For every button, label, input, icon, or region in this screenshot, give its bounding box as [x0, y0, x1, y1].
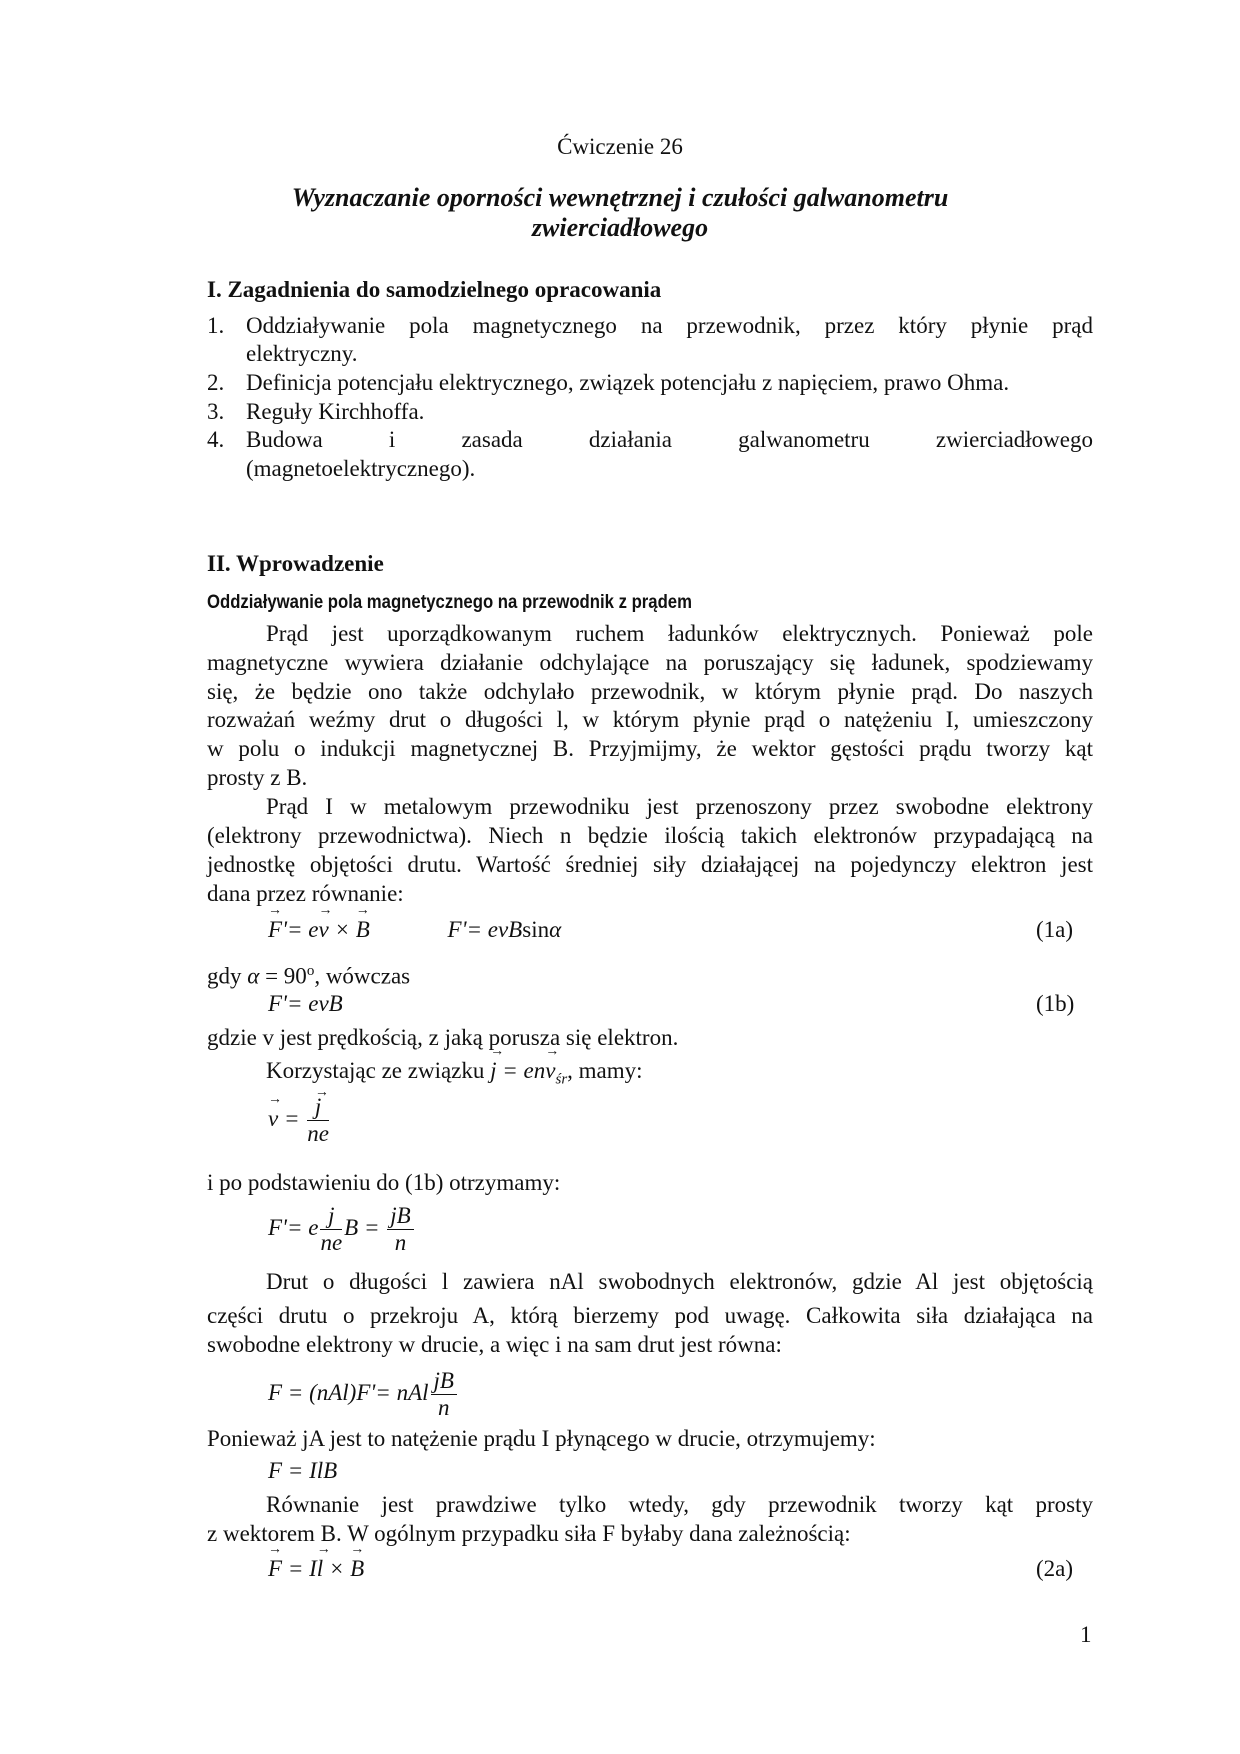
title-line-1: Wyznaczanie oporności wewnętrznej i czułości galwanometru	[291, 183, 949, 212]
paragraph-line: się, że będzie ono także odchylało przewodnik, w którym płynie prąd. Do naszych	[207, 679, 1093, 704]
paragraph-line: prosty z B.	[207, 765, 308, 790]
paragraph-line: Drut o długości l zawiera nAl swobodnych elektronów, gdzie Al jest objętością	[266, 1269, 1093, 1294]
equation-label: (1a)	[1036, 917, 1074, 942]
equation-F-IlB: F = IlB	[268, 1458, 338, 1483]
equation-total-force: F = (nAl)F'= nAl $\frac{jB}{n}$	[268, 1368, 459, 1421]
equation-1a: → F'= e→ v × → B F'= evBsinα	[268, 917, 561, 943]
list-item-text: Definicja potencjału elektrycznego, związek potencjału z napięciem, prawo Ohma.	[246, 370, 1010, 395]
equation-2a: → F = I→ l × → B	[268, 1556, 364, 1582]
section-1-heading: I. Zagadnienia do samodzielnego opracowania	[207, 277, 662, 302]
paragraph-line: jednostkę objętości drutu. Wartość średniej siły działającej na pojedynczy elektron jest	[207, 852, 1093, 877]
subsection-heading: Oddziaływanie pola magnetycznego na przewodnik z prądem	[207, 592, 692, 613]
paragraph-line: w polu o indukcji magnetycznej B. Przyjmijmy, że wektor gęstości prądu tworzy kąt	[207, 736, 1093, 761]
title-line-2: zwierciadłowego	[531, 213, 709, 242]
paragraph-line: Prąd I w metalowym przewodniku jest przenoszony przez swobodne elektrony	[266, 794, 1093, 819]
paragraph-line: części drutu o przekroju A, którą bierzemy pod uwagę. Całkowita siła działająca na	[207, 1303, 1093, 1328]
equation-v: → v = → $\frac{j}{ne}$	[268, 1094, 331, 1147]
list-item-text: Reguły Kirchhoffa.	[246, 399, 425, 424]
equation-substituted: F'= e $\frac{j}{ne}$ B = $\frac{jB}{n}$	[268, 1203, 416, 1256]
paragraph-line: Korzystając ze związku → $j = en\to v_{śr}$, mamy:	[266, 1058, 643, 1089]
equation-label: (1b)	[1036, 991, 1075, 1016]
paragraph-line: Ponieważ jA jest to natężenie prądu I płynącego w drucie, otrzymujemy:	[207, 1426, 876, 1451]
section-2-heading: II. Wprowadzenie	[207, 551, 384, 576]
paragraph-line: Prąd jest uporządkowanym ruchem ładunków elektrycznych. Ponieważ pole	[266, 621, 1093, 646]
paragraph-line: z wektorem B. W ogólnym przypadku siła F byłaby dana zależnością:	[207, 1521, 851, 1546]
list-item-text: elektryczny.	[246, 341, 358, 366]
paragraph-line: gdzie v jest prędkością, z jaką porusza się elektron.	[207, 1025, 679, 1050]
paragraph-line: Równanie jest prawdziwe tylko wtedy, gdy przewodnik tworzy kąt prosty	[266, 1492, 1093, 1517]
list-item-number: 2.	[207, 370, 225, 395]
paragraph-line: rozważań weźmy drut o długości l, w którym płynie prąd o natężeniu I, umieszczony	[207, 707, 1093, 732]
page-number: 1	[1080, 1622, 1092, 1647]
list-item-number: 4.	[207, 427, 225, 452]
paragraph-line: dana przez równanie:	[207, 881, 404, 906]
paragraph-line: i po podstawieniu do (1b) otrzymamy:	[207, 1170, 561, 1195]
list-item-number: 3.	[207, 399, 225, 424]
exercise-number: Ćwiczenie 26	[557, 134, 683, 159]
paragraph-line: magnetyczne wywiera działanie odchylające na poruszający się ładunek, spodziewamy	[207, 650, 1093, 675]
equation-label: (2a)	[1036, 1556, 1074, 1581]
list-item-text: (magnetoelektrycznego).	[246, 456, 476, 481]
list-item-text: Budowa i zasada działania galwanometru zwierciadłowego	[246, 427, 1093, 452]
condition-line: gdy $\alpha = 90^o$, wówczas	[207, 963, 411, 989]
list-item: 1.	[207, 313, 225, 338]
list-item-text: Oddziaływanie pola magnetycznego na przewodnik, przez który płynie prąd	[246, 313, 1093, 338]
equation-1b: F'= evB	[268, 991, 343, 1016]
paragraph-line: swobodne elektrony w drucie, a więc i na sam drut jest równa:	[207, 1332, 782, 1357]
paragraph-line: (elektrony przewodnictwa). Niech n będzie ilością takich elektronów przypadającą na	[207, 823, 1093, 848]
